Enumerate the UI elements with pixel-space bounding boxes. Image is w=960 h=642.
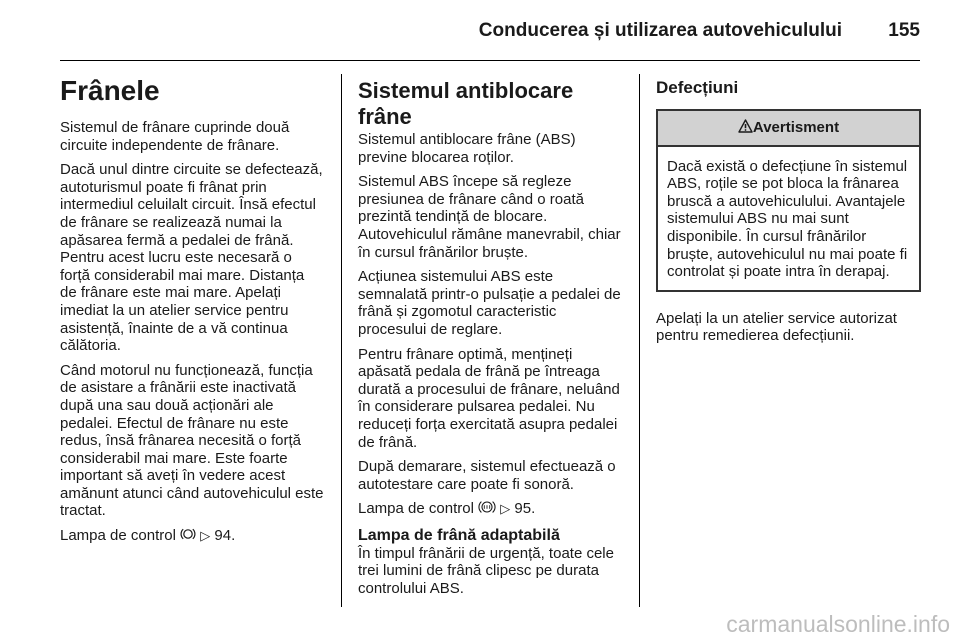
column-abs (358, 70, 623, 605)
paragraph: Sistemul ABS începe să regleze presiunea de frânare când o roată prezintă tendință de blocare. Autovehiculul rămâne manevrabil, chiar în cursul frânărilor bruște. (358, 173, 621, 261)
watermark: carmanualsonline.info (726, 611, 950, 637)
paragraph: Pentru frânare optimă, mențineți apăsată pedala de frână pe întreaga durată a procesului de frânare, neluând în considerare pulsarea pedalei. Nu reduceți forța exercitată asupra pedalei de frână. (358, 345, 620, 451)
brake-lamp-icon (180, 527, 196, 541)
lamp-reference (60, 527, 325, 546)
warning-box (656, 109, 921, 292)
paragraph: În timpul frânării de urgență, toate cele trei lumini de frână clipesc pe durata controlului ABS. (358, 544, 614, 598)
lamp-page-ref: 94. (214, 527, 236, 545)
section-heading-abs: Sistemul antiblocare frâne (358, 78, 574, 129)
column-brakes (60, 70, 325, 553)
column-divider-2 (639, 74, 640, 607)
warning-header (658, 111, 919, 147)
paragraph: Acțiunea sistemului ABS este semnalată printr-o pulsație a pedalei de frână și zgomotul caracteristic procesului de reglare. (358, 268, 621, 338)
paragraph: Dacă unul dintre circuite se defectează, autoturismul poate fi frânat prin intermediul celuilalt circuit. Însă efectul de frânare se realizează numai la apăsarea fermă a pedalei de frână. Pentru acest lucru este necesară o forță considerabil mai mare. Distanța de frânare este mai mare. Apelați imediat la un atelier service pentru asistență, înainte de a vă continua călătoria. (60, 161, 323, 355)
paragraph: Când motorul nu funcționează, funcția de asistare a frânării este inactivată după una sau două acționări ale pedalei. Efectul de frânare nu este redus, însă frânarea necesită o forță considerabil mai mare. Este foarte important să aveți în vedere acest amănunt atunci când autovehiculul este tractat. (60, 361, 324, 520)
paragraph: Sistemul antiblocare frâne (ABS) previne blocarea roților. (358, 131, 576, 166)
page-reference-icon: ▷ (500, 502, 511, 518)
header-rule (60, 60, 920, 61)
warning-triangle-icon (738, 119, 753, 133)
lamp-label: Lampa de control (358, 500, 474, 518)
paragraph: Apelați la un atelier service autorizat pentru remedierea defecțiunii. (656, 309, 897, 345)
paragraph: Sistemul de frânare cuprinde două circuite independente de frânare. (60, 119, 290, 154)
page-reference-icon: ▷ (200, 529, 211, 545)
lamp-reference (358, 500, 623, 519)
lamp-page-ref: 95. (514, 500, 536, 518)
column-faults (656, 70, 921, 352)
column-divider-1 (341, 74, 342, 607)
abs-lamp-icon (478, 500, 496, 514)
lamp-label: Lampa de control (60, 527, 176, 545)
warning-text: Dacă există o defecțiune în sistemul ABS, roțile se pot bloca la frânarea bruscă a autovehiculului. Avantajele sistemului ABS nu mai sunt disponibile. În cursul frânărilor bruște, autovehiculul nu mai poate fi controlat și poate intra în derapaj. (667, 157, 908, 281)
warning-title: Avertisment (752, 118, 840, 136)
page-header-title: Conducerea și utilizarea autovehiculului (478, 20, 842, 41)
subheading-adaptive-brake-light: Lampa de frână adaptabilă (358, 526, 560, 544)
paragraph: După demarare, sistemul efectuează o autotestare care poate fi sonoră. (358, 458, 616, 493)
section-heading-faults: Defecțiuni (656, 78, 739, 97)
section-heading-brakes: Frânele (60, 75, 160, 106)
page-number: 155 (888, 20, 920, 41)
